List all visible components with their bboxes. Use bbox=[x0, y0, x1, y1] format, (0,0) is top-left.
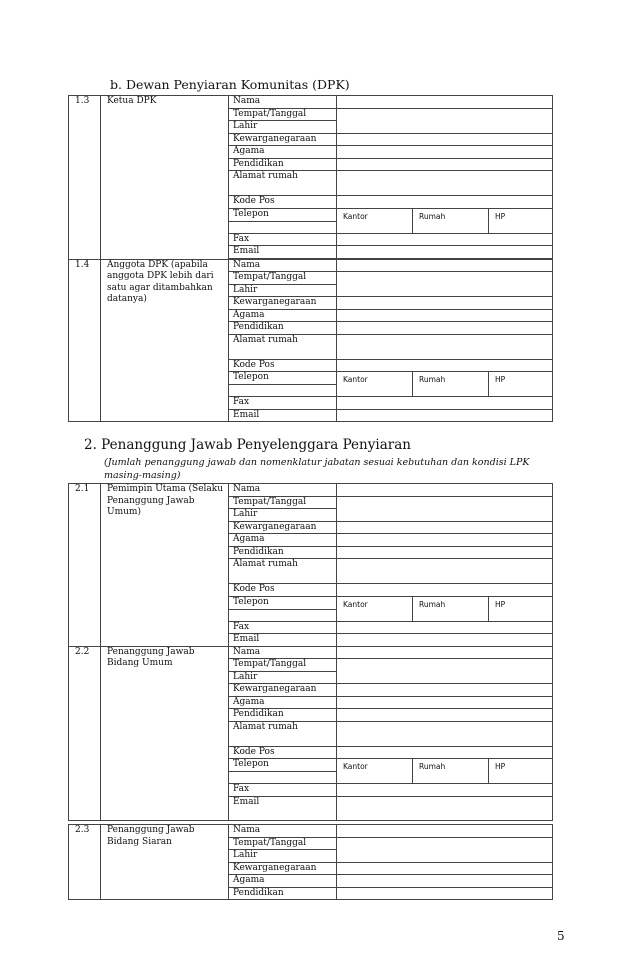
field-label: Pendidikan bbox=[229, 709, 337, 722]
field-label: Agama bbox=[229, 875, 337, 888]
input-cell[interactable] bbox=[337, 146, 553, 159]
field-label: Tempat/Tanggal bbox=[229, 496, 337, 509]
section-b-title: b. Dewan Penyiaran Komunitas (DPK) bbox=[110, 77, 350, 92]
phone-hp[interactable]: HP bbox=[489, 208, 553, 233]
field-label: Fax bbox=[229, 621, 337, 634]
phone-rumah[interactable]: Rumah bbox=[413, 759, 489, 784]
phone-rumah[interactable]: Rumah bbox=[413, 208, 489, 233]
field-label: Email bbox=[229, 796, 337, 820]
input-cell[interactable] bbox=[337, 246, 553, 259]
field-label: Telepon bbox=[229, 372, 337, 385]
field-label: Kewarganegaraan bbox=[229, 684, 337, 697]
input-cell[interactable] bbox=[337, 862, 553, 875]
field-label: Fax bbox=[229, 233, 337, 246]
section-label: Ketua DPK bbox=[101, 96, 229, 260]
input-cell[interactable] bbox=[337, 259, 553, 272]
section-2-title: 2. Penanggung Jawab Penyelenggara Penyiaran bbox=[84, 437, 411, 453]
field-label: Nama bbox=[229, 646, 337, 659]
section-number: 1.3 bbox=[69, 96, 101, 260]
field-label: Tempat/Tanggal bbox=[229, 272, 337, 285]
field-label: Pendidikan bbox=[229, 546, 337, 559]
field-label: Telepon bbox=[229, 596, 337, 609]
penanggung-jawab-table bbox=[68, 483, 553, 821]
input-cell[interactable] bbox=[337, 233, 553, 246]
field-label: Lahir bbox=[229, 284, 337, 297]
dpk-table bbox=[68, 95, 553, 422]
field-label: Email bbox=[229, 634, 337, 647]
input-cell[interactable] bbox=[337, 646, 553, 659]
input-cell[interactable] bbox=[337, 887, 553, 900]
input-cell[interactable] bbox=[337, 196, 553, 209]
field-label-blank bbox=[229, 385, 337, 397]
input-cell[interactable] bbox=[337, 334, 553, 359]
field-label: Kewarganegaraan bbox=[229, 297, 337, 310]
input-cell[interactable] bbox=[337, 709, 553, 722]
field-label: Telepon bbox=[229, 759, 337, 772]
input-cell[interactable] bbox=[337, 108, 553, 133]
input-cell[interactable] bbox=[337, 584, 553, 597]
field-label: Email bbox=[229, 246, 337, 259]
input-cell[interactable] bbox=[337, 521, 553, 534]
input-cell[interactable] bbox=[337, 875, 553, 888]
input-cell[interactable] bbox=[337, 825, 553, 838]
field-label: Lahir bbox=[229, 850, 337, 863]
field-label: Alamat rumah bbox=[229, 721, 337, 746]
field-label: Nama bbox=[229, 96, 337, 109]
input-cell[interactable] bbox=[337, 721, 553, 746]
phone-kantor[interactable]: Kantor bbox=[337, 372, 413, 397]
input-cell[interactable] bbox=[337, 684, 553, 697]
input-cell[interactable] bbox=[337, 784, 553, 797]
field-label: Kode Pos bbox=[229, 359, 337, 372]
field-label: Lahir bbox=[229, 671, 337, 684]
field-label: Pendidikan bbox=[229, 322, 337, 335]
section-number: 2.1 bbox=[69, 484, 101, 647]
input-cell[interactable] bbox=[337, 96, 553, 109]
input-cell[interactable] bbox=[337, 322, 553, 335]
phone-rumah[interactable]: Rumah bbox=[413, 372, 489, 397]
field-label: Nama bbox=[229, 825, 337, 838]
field-label: Kewarganegaraan bbox=[229, 133, 337, 146]
phone-rumah[interactable]: Rumah bbox=[413, 596, 489, 621]
input-cell[interactable] bbox=[337, 171, 553, 196]
input-cell[interactable] bbox=[337, 559, 553, 584]
field-label: Nama bbox=[229, 259, 337, 272]
input-cell[interactable] bbox=[337, 359, 553, 372]
input-cell[interactable] bbox=[337, 634, 553, 647]
input-cell[interactable] bbox=[337, 796, 553, 820]
section-2-note: (Jumlah penanggung jawab dan nomenklatur jabatan sesuai kebutuhan dan kondisi LPK masing-masing) bbox=[104, 457, 530, 481]
section-number: 1.4 bbox=[69, 259, 101, 422]
input-cell[interactable] bbox=[337, 696, 553, 709]
input-cell[interactable] bbox=[337, 837, 553, 862]
field-label: Alamat rumah bbox=[229, 171, 337, 196]
field-label: Agama bbox=[229, 696, 337, 709]
field-label: Fax bbox=[229, 784, 337, 797]
input-cell[interactable] bbox=[337, 397, 553, 410]
field-label: Pendidikan bbox=[229, 887, 337, 900]
input-cell[interactable] bbox=[337, 534, 553, 547]
input-cell[interactable] bbox=[337, 309, 553, 322]
input-cell[interactable] bbox=[337, 659, 553, 684]
input-cell[interactable] bbox=[337, 409, 553, 422]
section-number: 2.2 bbox=[69, 646, 101, 820]
phone-hp[interactable]: HP bbox=[489, 372, 553, 397]
field-label: Email bbox=[229, 409, 337, 422]
page-number: 5 bbox=[557, 929, 565, 943]
input-cell[interactable] bbox=[337, 297, 553, 310]
field-label: Kode Pos bbox=[229, 196, 337, 209]
input-cell[interactable] bbox=[337, 746, 553, 759]
phone-kantor[interactable]: Kantor bbox=[337, 759, 413, 784]
field-label: Agama bbox=[229, 309, 337, 322]
field-label: Kewarganegaraan bbox=[229, 862, 337, 875]
field-label: Telepon bbox=[229, 208, 337, 221]
input-cell[interactable] bbox=[337, 484, 553, 497]
field-label: Kode Pos bbox=[229, 584, 337, 597]
input-cell[interactable] bbox=[337, 158, 553, 171]
field-label-blank bbox=[229, 772, 337, 784]
field-label: Alamat rumah bbox=[229, 559, 337, 584]
field-label: Lahir bbox=[229, 509, 337, 522]
section-label: Penanggung Jawab Bidang Siaran bbox=[101, 825, 229, 900]
field-label: Fax bbox=[229, 397, 337, 410]
field-label: Pendidikan bbox=[229, 158, 337, 171]
field-label: Agama bbox=[229, 534, 337, 547]
input-cell[interactable] bbox=[337, 133, 553, 146]
section-label: Anggota DPK (apabila anggota DPK lebih dari satu agar ditambahkan datanya) bbox=[101, 259, 229, 422]
field-label: Tempat/Tanggal bbox=[229, 108, 337, 121]
bidang-siaran-table bbox=[68, 824, 553, 900]
phone-kantor[interactable]: Kantor bbox=[337, 596, 413, 621]
field-label-blank bbox=[229, 221, 337, 233]
input-cell[interactable] bbox=[337, 621, 553, 634]
section-number: 2.3 bbox=[69, 825, 101, 900]
field-label: Kode Pos bbox=[229, 746, 337, 759]
field-label: Nama bbox=[229, 484, 337, 497]
field-label: Lahir bbox=[229, 121, 337, 134]
input-cell[interactable] bbox=[337, 272, 553, 297]
input-cell[interactable] bbox=[337, 546, 553, 559]
phone-hp[interactable]: HP bbox=[489, 596, 553, 621]
field-label: Kewarganegaraan bbox=[229, 521, 337, 534]
field-label: Tempat/Tanggal bbox=[229, 837, 337, 850]
input-cell[interactable] bbox=[337, 496, 553, 521]
field-label: Tempat/Tanggal bbox=[229, 659, 337, 672]
phone-hp[interactable]: HP bbox=[489, 759, 553, 784]
field-label-blank bbox=[229, 609, 337, 621]
field-label: Agama bbox=[229, 146, 337, 159]
section-label: Penanggung Jawab Bidang Umum bbox=[101, 646, 229, 820]
phone-kantor[interactable]: Kantor bbox=[337, 208, 413, 233]
field-label: Alamat rumah bbox=[229, 334, 337, 359]
section-label: Pemimpin Utama (Selaku Penanggung Jawab Umum) bbox=[101, 484, 229, 647]
